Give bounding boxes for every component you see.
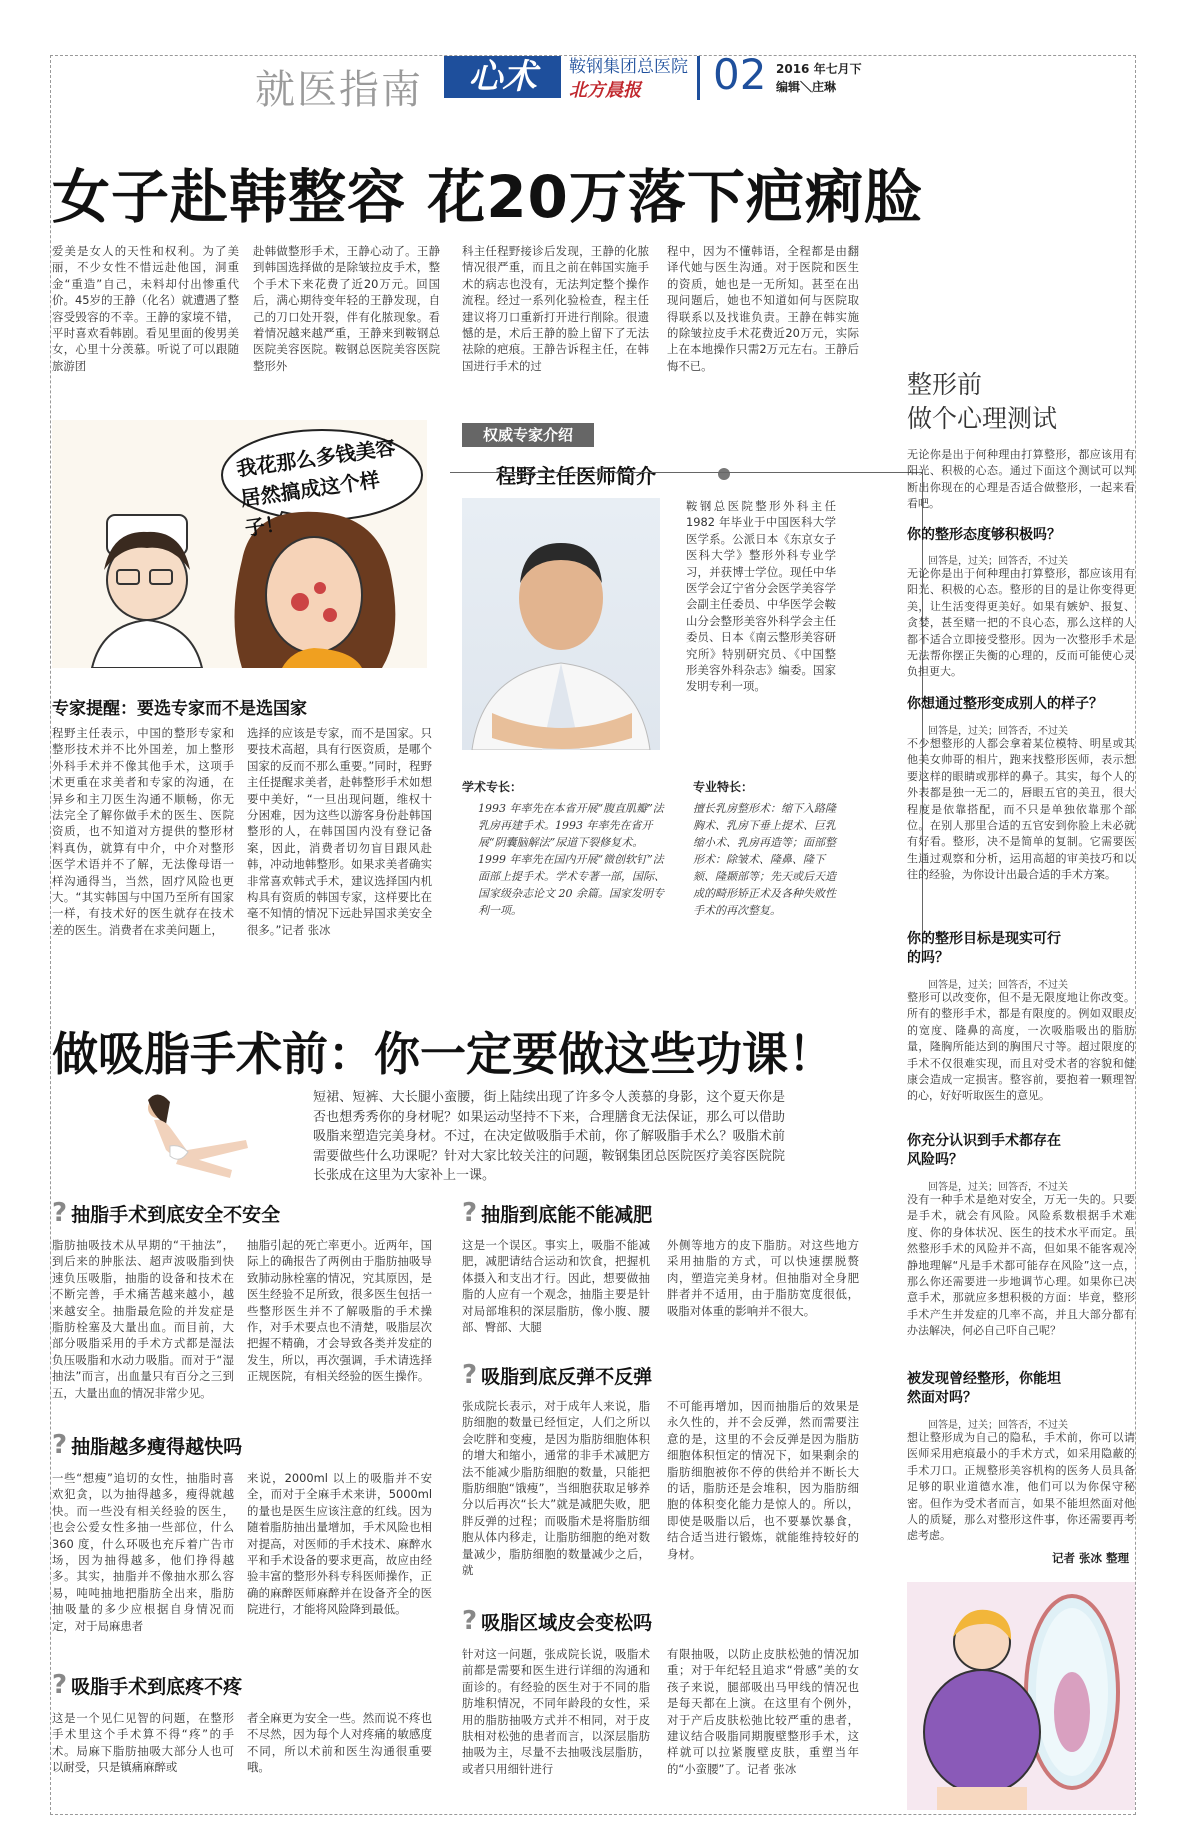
specialty-label: 专业特长： xyxy=(693,780,754,794)
tip-col-1: 程野主任表示，中国的整形专家和整形技术并不比外国差，加上整形外科手术并不像其他手术，这项手术更重在求美者和专家的沟通，在异乡和主刀医生沟通不顺畅，你无法完全了解你做手术的医生、医院资质，也不知道对方提供的整形材料真伪，就算有中介，中介对整形医学术语并不了解，无法像母语一样沟通得当，当然，固疗风险也更大。“其实韩国与中国乃至所有国家一样，有技术好的医生就存在技术差的医生。消费者在求美问题上， xyxy=(52,726,234,937)
section4-title xyxy=(462,1198,652,1228)
section1-title-text: 抽脂手术到底安全不安全 xyxy=(71,1204,281,1226)
article1-headline: 女子赴韩整容 花20万落下疤痢脸 xyxy=(52,163,923,231)
section2-title-text: 抽脂越多瘦得越快吗 xyxy=(71,1436,243,1458)
article1-col-1: 爱美是女人的天性和权利。为了美丽，不少女性不惜远赴他国，洞重金“重造”自己，未料却付出惨重代价。45岁的王静（化名）就遭遇了整容受毁容的不幸。王静的家境不错，平时喜欢看韩剧。看见里面的俊男美女，心里十分羡慕。听说了可以跟随旅游团 xyxy=(52,244,239,373)
expert-bio: 鞍钢总医院整形外科主任 1982 年毕业于中国医科大学医学系。公派日本《东京女子医科大学》整形外科专业学习，并获博士学位。现任中华医学会辽宁省分会医学美容学会副主任委员、中华医学会鞍山分会整形美容外科学会主任委员、日本《南云整形美容研究所》特别研究员、《中国整形美容外科杂志》编委。国家发明专利一项。 xyxy=(686,499,836,694)
academic-text: 1993 年率先在本省开展“腹直肌瓣”法乳房再建手术。1993 年率先在省开展“阴囊脑解法”尿道下裂修复术。1999 年率先在国内开展“微创软钉”法面部上提手术。学术专著一部，国际、国家级杂志论文 20 余篇。国家发明专利一项。 xyxy=(478,802,665,917)
specialty-text: 擅长乳房整形术：缩下入路隆胸术、乳房下垂上提术、巨乳缩小术、乳房再造等；面部整形术：除皱术、隆鼻、隆下颏、隆颞部等；先天或后天造成的畸形矫正术及各种失败性手术的再次整复。 xyxy=(693,802,836,917)
section2-col-2: 来说，2000ml 以上的吸脂并不安全，而对于全麻手术来讲，5000ml 的量也是医生应该注意的红线。因为随着脂肪抽出量增加，手术风险也相对提高，对医师的手术技术、麻醉水平和手术设备的要求更高，故应由经验丰富的整形外科专科医师操作，正确的麻醉医师麻醉并在设备齐全的医院进行，才能将风险降到最低。 xyxy=(247,1471,432,1617)
mirror-drawing xyxy=(907,1582,1135,1810)
sidebar-intro: 无论你是出于何种理由打算整形，都应该用有阳光、积极的心态。通过下面这个测试可以判断出你现在的心理是否适合做整形，一起来看看吧。 xyxy=(907,448,1135,511)
section5-title xyxy=(462,1360,652,1390)
sidebar-title-line1: 整形前 xyxy=(907,370,983,399)
question-icon: ? xyxy=(52,1670,68,1700)
editor-credit: 编辑＼庄琳 xyxy=(776,80,837,94)
section1-col-1: 脂肪抽吸技术从早期的“干抽法”，到后来的肿胀法、超声波吸脂到快速负压吸脂，抽脂的设备和技术在不断完善，手术痛苦越来越小，越来越安全。抽脂最危险的并发症是脂肪栓塞及大量出血。而目前，大部分吸脂采用的手术方式都是湿法负压吸脂和水动力吸脂。而对于“湿抽法”而言，出血量只有百分之三到五，大量出血的情况非常少见。 xyxy=(52,1238,234,1400)
sidebar-title-line2: 做个心理测试 xyxy=(907,404,1058,433)
question-icon: ? xyxy=(52,1198,68,1228)
question-icon: ? xyxy=(462,1360,478,1390)
expert-tag: 权威专家介绍 xyxy=(462,423,594,447)
section4-col-2: 外侧等地方的皮下脂肪。对这些地方采用抽脂的方式，可以快速摆脱赘肉，塑造完美身材。但抽脂对全身肥胖者并不适用，由于脂肪宽度很低，吸脂对体重的影响并不很大。 xyxy=(667,1238,859,1318)
hospital-name: 鞍钢集团总医院 xyxy=(569,57,688,77)
academic-label: 学术专长： xyxy=(462,780,523,794)
section3-title-text: 吸脂手术到底疼不疼 xyxy=(71,1676,243,1698)
article1-col-3: 科主任程野接诊后发现，王静的化脓情况很严重，而且之前在韩国实施手术的病志也没有，无法判定整个操作流程。经过一系列化验检查，程主任建议将刀口重新打开进行削除。很遗憾的是，术后王静的脸上留下了无法祛除的疤痕。王静告诉程主任，在韩国进行手术的过 xyxy=(462,244,649,373)
section5-title-text: 吸脂到底反弹不反弹 xyxy=(481,1366,653,1388)
sidebar-title xyxy=(907,368,1057,436)
article2-headline: 做吸脂手术前：你一定要做这些功课！ xyxy=(52,1027,834,1081)
question-icon: ? xyxy=(462,1606,478,1636)
issue-date: 2016 年七月下 xyxy=(776,62,862,76)
section-title: 就医指南 xyxy=(255,67,423,113)
quiz-answer-3: 整形可以改变你，但不是无限度地让你改变。所有的整形手术，都是有限度的。例如双眼皮的宽度、隆鼻的高度，一次吸脂吸出的脂肪量，隆胸所能达到的胸围尺寸等。超过限度的手术不仅很难实现，而且对受术者的容貌和健康会造成一定损害。整容前，要抱着一颗理智的心，好好听取医生的意见。 xyxy=(907,991,1135,1103)
paper-name: 北方晨报 xyxy=(569,80,641,101)
section3-col-2: 者全麻更为安全一些。然而说不疼也不尽然，因为每个人对疼痛的敏感度不同，所以术前和医生沟通很重要哦。 xyxy=(247,1711,432,1775)
section3-col-1: 这是一个见仁见智的问题，在整形手术里这个手术算不得“疼”的手术。局麻下脂肪抽吸大部分人也可以耐受，只是镇痛麻醉或 xyxy=(52,1711,234,1775)
article1-col-4: 程中，因为不懂韩语，全程都是由翻译代她与医生沟通。对于医院和医生的资质，她也是一无所知。甚至在出现问题后，她也不知道如何与医院取得联系以及找谁负责。王静在韩实施的除皱拉皮手术花费近20万元，实际上在本地操作只需2万元左右。王静后悔不已。 xyxy=(667,244,859,373)
section1-title xyxy=(52,1198,280,1228)
tip-title: 专家提醒：要选专家而不是选国家 xyxy=(52,699,307,719)
page-number: 02 xyxy=(713,50,767,99)
quiz-question-4: 你充分认识到手术都存在风险吗？ xyxy=(907,1133,1061,1168)
section4-title-text: 抽脂到底能不能减肥 xyxy=(481,1204,653,1226)
quiz-options-3: 回答是，过关；回答否，不过关 xyxy=(928,980,1068,991)
section2-title xyxy=(52,1430,242,1460)
section6-col-1: 针对这一问题，张成院长说，吸脂术前都是需要和医生进行详细的沟通和面诊的。有经验的医生对于不同的脂肪堆积情况，不同年龄段的女性，采用的脂肪抽吸方式并不相同，对于皮肤相对松弛的患者而言，以深层脂肪抽吸为主，尽量不去抽吸浅层脂肪，或者只用细针进行 xyxy=(462,1647,650,1776)
quiz-answer-2: 不少想整形的人都会拿着某位模特、明星或其他美女帅哥的相片，跑来找整形医师，表示想要这样的眼睛或那样的鼻子。其实，每个人的外表都是独一无二的，唇眼五官的美丑，很大程度是依靠搭配，而不只是单独依靠那个部位。在别人那里合适的五官安到你脸上未必就有好看。整形，决不是简单的复制。它需要医生通过观察和分析，运用高超的审美技巧和以往的经验，为你设计出最合适的手术方案。 xyxy=(907,737,1135,882)
quiz-options-4: 回答是，过关；回答否，不过关 xyxy=(928,1182,1068,1193)
quiz-answer-5: 想让整形成为自己的隐私，手术前，你可以请医师采用疤痕最小的手术方式，如采用隐蔽的手术刀口。正规整形美容机构的医务人员具备足够的职业道德水准，他们可以为你保守秘密。但作为受术者而言，如果不能坦然面对他人的质疑，那么对整形这件事，你还需要再考虑考虑。 xyxy=(907,1431,1135,1543)
section1-col-2: 抽脂引起的死亡率更小。近两年，国际上的确报告了两例由于脂肪抽吸导致肺动脉栓塞的情况，究其原因，是医生经验不足所致，很多医生包括一些整形医生并不了解吸脂的手术操作，对手术要点也不清楚，吸脂层次把握不精确，才会导致各类并发症的发生，所以，再次强调，手术请选择正规医院，有相关经验的医生操作。 xyxy=(247,1238,432,1384)
doctor-photo xyxy=(462,498,660,750)
section2-col-1: 一些“想瘦”追切的女性，抽脂时喜欢犯贪，以为抽得越多，瘦得就越快。而一些没有相关经验的医生，也会公爱女性多抽一些部位，什么 360 度，什么环吸也充斥着广告市场，因为抽得越多，他们挣得越多。其实，抽脂并不像抽水那么容易，吨吨抽地把脂肪全出来，脂肪抽吸量的多少应根据自身情况而定，对于局麻患者 xyxy=(52,1471,234,1633)
model-figure xyxy=(136,1090,254,1182)
section6-title xyxy=(462,1606,652,1636)
tip-col-2: 选择的应该是专家，而不是国家。只要技术高超，具有行医资质，是哪个国家的反而不那么重要。”同时，程野主任提醒求美者，赴韩整形手术如想要中美好，“一旦出现问题，维权十分困难，因为这些以游客身份赴韩国整形的人，在韩国国内没有登记备案，因此，消费者切勿盲目跟风赴韩，冲动地韩整形。如果求美者确实非常喜欢韩式手术，建议选择国内机构具有资质的韩国专家，这样要比在毫不知情的情况下远赴异国求美安全很多。”记者 张冰 xyxy=(247,726,432,937)
sidebar-reporter: 记者 张冰 整理 xyxy=(1052,1551,1130,1565)
section5-col-2: 不可能再增加，因而抽脂后的效果是永久性的，并不会反弹，然而需要注意的是，这里的不会反弹是因为脂肪细胞体积恒定的情况下，如果剩余的脂肪细胞被你不停的供给并不断长大的话，脂肪还是会堆积，因为脂肪细胞的体积变化能力是惊人的。所以，即使是吸脂以后，也不要暴饮暴食，结合适当进行锻炼，就能维持较好的身材。 xyxy=(667,1399,859,1561)
quiz-options-2: 回答是，过关；回答否，不过关 xyxy=(928,726,1068,737)
quiz-options-5: 回答是，过关；回答否，不过关 xyxy=(928,1420,1068,1431)
quiz-question-3: 你的整形目标是现实可行的吗？ xyxy=(907,931,1061,966)
section6-title-text: 吸脂区域皮会变松吗 xyxy=(481,1612,653,1634)
article2-intro: 短裙、短裤、大长腿小蛮腰，街上陆续出现了许多令人羡慕的身影，这个夏天你是否也想秀秀你的身材呢？如果运动坚持不下来，合理膳食无法保证，那么可以借助吸脂来塑造完美身材。不过，在决定做吸脂手术前，你了解吸脂手术么？吸脂术前需要做些什么功课呢？针对大家比较关注的问题，鞍钢集团总医院医疗美容医院院长张成在这里为大家补上一课。 xyxy=(313,1090,785,1183)
quiz-options-1: 回答是，过关；回答否，不过关 xyxy=(928,556,1068,567)
doctor-portrait xyxy=(462,498,660,750)
section3-title xyxy=(52,1670,242,1700)
section4-col-1: 这是一个误区。事实上，吸脂不能减肥，减肥请结合运动和饮食，把握机体摄入和支出才行。因此，想要做抽脂的人应有一个观念，抽脂主要是针对局部堆积的深层脂肪，像小腹、腰部、臀部、大腿 xyxy=(462,1238,650,1335)
comic-illustration xyxy=(52,420,427,668)
comic-bubble-text: 我花那么多钱美容 居然搞成这个样子！ xyxy=(234,434,397,541)
article1-col-2: 赴韩做整形手术，王静心动了。王静到韩国选择做的是除皱拉皮手术，整个手术下来花费了近20万元。回国后，满心期待变年轻的王静发现，自己的刀口处开裂，伴有化脓现象。看着情况越来越严重，王静来到鞍钢总医院美容医院。鞍钢总医院美容医院整形外 xyxy=(253,244,440,373)
column-logo: 心术 xyxy=(444,56,561,98)
quiz-answer-4: 没有一种手术是绝对安全，万无一失的。只要是手术，就会有风险。风险系数根据手术难度、你的身体状况、医生的技术水平而定。虽然整形手术的风险并不高，但如果不能客观冷静地理解“凡是手术都可能存在风险”这一点，那么你还需要进一步地调节心理。如果你已决意手术，那就应多想积极的方面：毕竟，整形手术产生并发症的几率不高，并且大部分都有办法解决，何必自己吓自己呢？ xyxy=(907,1193,1135,1338)
question-icon: ? xyxy=(462,1198,478,1228)
model-photo xyxy=(136,1090,254,1182)
quiz-answer-1: 无论你是出于何种理由打算整形，都应该用有阳光、积极的心态。整形的目的是让你变得更美，让生活变得更美好。如果有嫉妒、报复、贪婪，甚至赌一把的不良心态，那么这样的人都不适合立即接受整形。因为一次整形手术是无法帮你摆正失衡的心理的，反而可能使心灵负担更大。 xyxy=(907,567,1135,679)
quiz-question-2: 你想通过整形变成别人的样子？ xyxy=(907,696,1103,712)
mirror-illustration xyxy=(907,1582,1135,1810)
section6-col-2: 有限抽吸，以防止皮肤松弛的情况加重；对于年纪轻且追求“骨感”美的女孩子来说，腿部吸出马甲线的情况也是每天都在上演。在这里有个例外，对于产后皮肤松弛比较严重的患者，建议结合吸脂同期腹壁整形手术，这样就可以拉紧腹壁皮肤，重塑当年的“小蛮腰”了。记者 张冰 xyxy=(667,1647,859,1776)
question-icon: ? xyxy=(52,1430,68,1460)
masthead-divider xyxy=(697,56,700,100)
section5-col-1: 张成院长表示，对于成年人来说，脂肪细胞的数量已经恒定，人们之所以会吃胖和变瘦，是因为脂肪细胞体积的增大和缩小，通常的非手术减肥方法不能减少脂肪细胞的数量，只能把脂肪细胞“饿瘦”，当细胞获取足够养分以后再次“长大”就是减肥失败，肥胖反弹的过程；而吸脂术是将脂肪细胞从体内移走，让脂肪细胞的绝对数量减少，脂肪细胞的数量减少之后，就 xyxy=(462,1399,650,1578)
expert-title: 程野主任医师简介 xyxy=(496,464,656,488)
quiz-question-5: 被发现曾经整形，你能坦然面对吗？ xyxy=(907,1371,1061,1406)
quiz-question-1: 你的整形态度够积极吗？ xyxy=(907,527,1061,543)
